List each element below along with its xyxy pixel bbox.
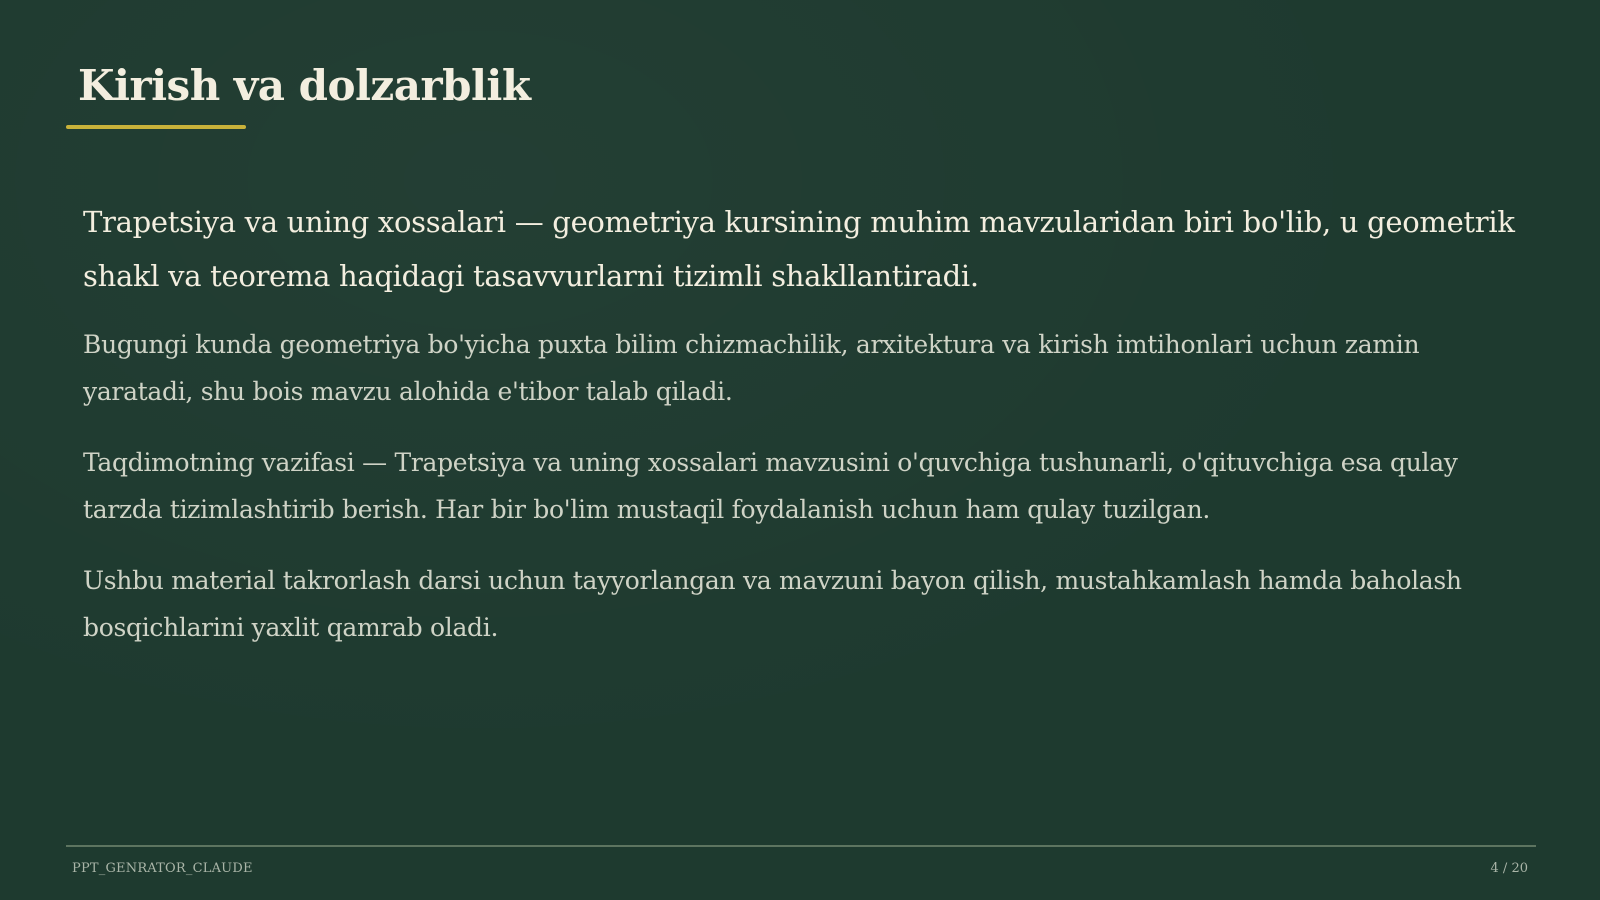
title-underline [66,125,246,129]
footer-brand: PPT_GENRATOR_CLAUDE [72,861,253,876]
body-paragraph: Taqdimotning vazifasi — Trapetsiya va uning xossalari mavzusini o'quvchiga tushunarli, o'qituvchiga esa qulay tarzda tizimlashtirib berish. Har bir bo'lim mustaqil foydalanish uchun ham qulay tuzilgan. [83,448,1458,524]
body-paragraph: Bugungi kunda geometriya bo'yicha puxta bilim chizmachilik, arxitektura va kirish imtihonlari uchun zamin yaratadi, shu bois mavzu alohida e'tibor talab qiladi. [83,330,1420,406]
body-paragraph: Ushbu material takrorlash darsi uchun tayyorlangan va mavzuni bayon qilish, mustahkamlash hamda baholash bosqichlarini yaxlit qamrab oladi. [83,566,1462,642]
slide-content [83,195,1523,675]
page-number: 4 / 20 [1490,861,1528,876]
slide-title: Kirish va dolzarblik [78,61,531,110]
footer-divider [66,845,1536,847]
lead-paragraph: Trapetsiya va uning xossalari — geometriya kursining muhim mavzularidan biri bo'lib, u geometrik shakl va teorema haqidagi tasavvurlarni tizimli shakllantiradi. [83,205,1515,293]
